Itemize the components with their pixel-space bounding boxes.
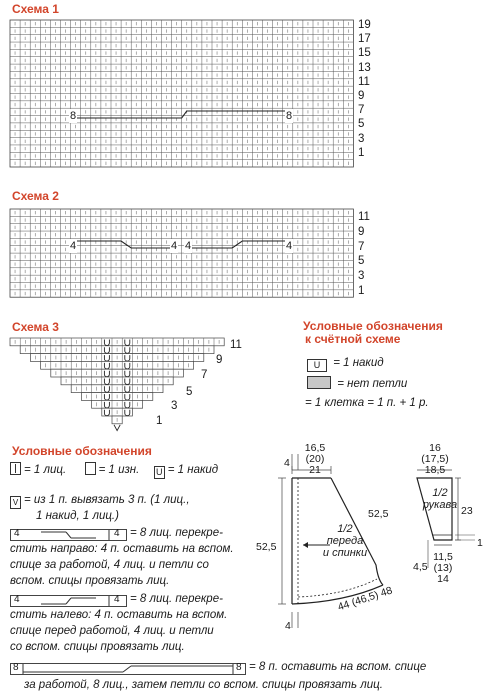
schema2-title: Схема 2 bbox=[12, 189, 59, 203]
schema2-row-label: 5 bbox=[358, 255, 365, 268]
increase-symbol-icon: V bbox=[10, 496, 21, 509]
schema1-cable-left: 8 bbox=[70, 110, 77, 122]
legend-count-title-line1: Условные обозначения bbox=[303, 319, 443, 333]
nakid-symbol-icon: U bbox=[307, 359, 327, 372]
body-top-2: (20) bbox=[305, 453, 325, 465]
body-bottom-measure: 44 (46,5) 48 bbox=[336, 584, 394, 614]
legend-increase-text-2: 1 накид, 1 лиц.) bbox=[36, 510, 119, 522]
schema1-row-label: 3 bbox=[358, 132, 365, 145]
legend-count-nakid bbox=[307, 356, 384, 372]
legend-cross-eight-1: = 8 п. оставить на вспом. спице bbox=[249, 661, 427, 673]
schema1-row-label: 1 bbox=[358, 146, 365, 159]
legend-count-no-loop-text: = нет петли bbox=[337, 378, 408, 390]
schema2-row-label: 9 bbox=[358, 225, 365, 238]
schema1-row-label: 7 bbox=[358, 104, 365, 117]
legend-izn-text: = 1 изн. bbox=[98, 464, 140, 476]
cross-eight-num-left: 8 bbox=[13, 662, 19, 673]
sleeve-bottom-2: (13) bbox=[433, 562, 453, 574]
legend-nakid-text: = 1 накид bbox=[167, 464, 219, 476]
body-top-1: 16,5 bbox=[304, 442, 326, 454]
body-top-3: 21 bbox=[309, 464, 321, 476]
sleeve-piece-label bbox=[420, 487, 460, 511]
schema3-row-label: 5 bbox=[186, 386, 193, 398]
legend-symbols-row bbox=[10, 462, 218, 479]
legend-count-title-line2: к счётной схеме bbox=[305, 332, 401, 346]
body-side-bottom: 4 bbox=[285, 620, 291, 632]
sleeve-top-3: 18,5 bbox=[424, 464, 446, 476]
schema1-row-label: 15 bbox=[358, 47, 371, 60]
purl-symbol-icon bbox=[85, 462, 96, 475]
sleeve-label-1: 1/2 bbox=[432, 487, 448, 499]
legend-cross-left-3: спице перед работой, 4 лиц. и петли bbox=[10, 625, 214, 637]
schema2-cable-label-3: 4 bbox=[185, 240, 192, 252]
sleeve-label-2: рукава bbox=[422, 499, 458, 511]
sleeve-bottom-measure bbox=[428, 552, 458, 585]
schema3-row-label: 1 bbox=[156, 415, 163, 427]
legend-lic-text: = 1 лиц. bbox=[24, 464, 67, 476]
schema3-row-label: 9 bbox=[216, 354, 223, 366]
legend-cross-left-4: со вспом. спицы провязать лиц. bbox=[10, 641, 185, 653]
body-piece-label bbox=[318, 523, 372, 559]
schema2-row-label: 7 bbox=[358, 240, 365, 253]
body-label-2: переда bbox=[326, 535, 364, 547]
legend-cross-eight-2: за работой, 8 лиц., затем петли со вспом. спицы провязать лиц. bbox=[24, 679, 383, 691]
sleeve-top-1: 16 bbox=[429, 442, 441, 454]
schema3-row-label: 11 bbox=[230, 339, 242, 351]
sleeve-bottom-1: 11,5 bbox=[433, 551, 453, 563]
sleeve-cuff-side: 4,5 bbox=[413, 561, 428, 573]
schema3-title: Схема 3 bbox=[12, 320, 59, 334]
cross-right-num-left: 4 bbox=[14, 528, 20, 539]
no-loop-symbol-icon bbox=[307, 376, 331, 389]
schema2-row-label: 3 bbox=[358, 270, 365, 283]
legend-increase-text-1: = из 1 п. вывязать 3 п. (1 лиц., bbox=[24, 494, 190, 506]
schema2-cable-label-4: 4 bbox=[286, 240, 293, 252]
body-label-1: 1/2 bbox=[337, 523, 353, 535]
legend-cross-right-4: вспом. спицы провязать лиц. bbox=[10, 575, 170, 587]
knit-symbol-icon bbox=[10, 462, 21, 475]
cross-left-num-left: 4 bbox=[14, 594, 20, 605]
legend-count-cell: = 1 клетка = 1 п. + 1 р. bbox=[305, 397, 429, 409]
schema1-row-label: 19 bbox=[358, 19, 371, 31]
schema2-cable-label-1: 4 bbox=[70, 240, 77, 252]
cross-left-symbol-icon bbox=[10, 595, 127, 607]
legend-cross-right-1: = 8 лиц. перекре- bbox=[130, 527, 223, 539]
schema1-row-label: 17 bbox=[358, 33, 371, 46]
legend-cross-left-1: = 8 лиц. перекре- bbox=[130, 593, 223, 605]
schema3-increase-mark bbox=[114, 425, 120, 431]
sleeve-bottom-3: 14 bbox=[437, 573, 449, 585]
legend-count-no-loop bbox=[307, 376, 407, 391]
schema1-row-label: 5 bbox=[358, 118, 365, 131]
cross-right-num-right: 4 bbox=[114, 528, 120, 539]
cross-eight-num-right: 8 bbox=[236, 662, 242, 673]
legend-count-title bbox=[303, 320, 443, 346]
sleeve-top-2: (17,5) bbox=[421, 453, 449, 465]
legend-title: Условные обозначения bbox=[12, 444, 152, 458]
legend-cross-right-2: стить направо: 4 п. оставить на вспом. bbox=[10, 543, 234, 555]
schema1-row-label: 13 bbox=[358, 61, 371, 74]
cross-eight-symbol-icon bbox=[10, 663, 246, 675]
body-diag-measure: 52,5 bbox=[368, 508, 389, 520]
sleeve-top-measure bbox=[418, 443, 452, 476]
legend-cross-left-2: стить налево: 4 п. оставить на вспом. bbox=[10, 609, 228, 621]
schema3-row-label: 3 bbox=[171, 400, 178, 412]
schema1-row-label: 9 bbox=[358, 90, 365, 102]
schema2-row-label: 1 bbox=[358, 285, 365, 297]
cross-right-symbol-icon bbox=[10, 529, 127, 541]
sleeve-cuff-mark: 1 bbox=[477, 537, 483, 549]
body-top-measure bbox=[299, 443, 331, 476]
sleeve-height-measure: 23 bbox=[461, 505, 473, 517]
legend-count-nakid-text: = 1 накид bbox=[333, 357, 384, 369]
schema1-row-label: 11 bbox=[358, 75, 370, 88]
legend-cross-right-3: спице за работой, 4 лиц. и петли со bbox=[10, 559, 209, 571]
schema1-cable-right: 8 bbox=[286, 110, 293, 122]
cross-left-num-right: 4 bbox=[114, 594, 120, 605]
schema2-row-label: 11 bbox=[358, 211, 370, 223]
schema3-row-label: 7 bbox=[201, 369, 208, 381]
legend-increase-row bbox=[10, 493, 190, 509]
schema1-title: Схема 1 bbox=[12, 2, 59, 16]
body-label-3: и спинки bbox=[322, 547, 368, 559]
body-height-measure: 52,5 bbox=[256, 541, 277, 553]
nakid-symbol-icon-2: U bbox=[154, 466, 165, 479]
body-side-top: 4 bbox=[284, 457, 290, 469]
schema2-cable-label-2: 4 bbox=[171, 240, 178, 252]
